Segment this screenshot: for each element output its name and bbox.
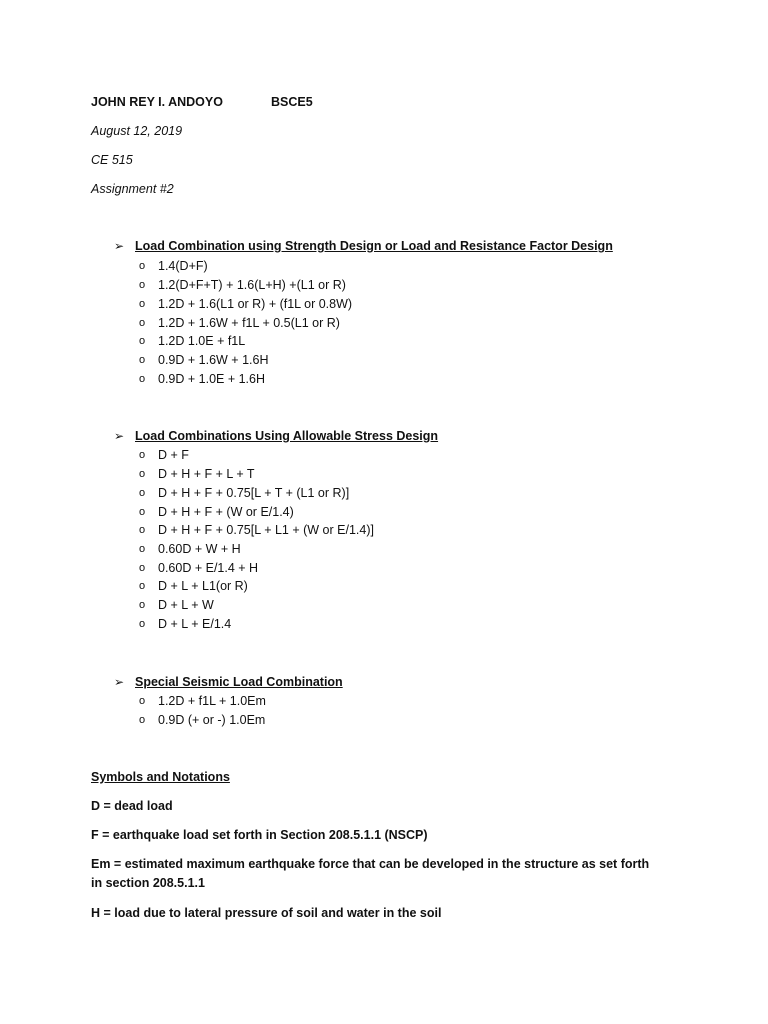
circle-bullet-icon: o: [139, 543, 146, 555]
list-item: 0.9D + 1.6W + 1.6H: [158, 353, 269, 367]
arrow-bullet-icon: ➢: [114, 429, 125, 443]
circle-bullet-icon: o: [139, 487, 146, 499]
subject-code: CE 515: [91, 153, 133, 167]
list-item: 1.2D + 1.6W + f1L + 0.5(L1 or R): [158, 316, 340, 330]
circle-bullet-icon: o: [139, 695, 146, 707]
list-item: D + L + E/1.4: [158, 617, 232, 631]
circle-bullet-icon: o: [139, 580, 146, 592]
circle-bullet-icon: o: [139, 279, 146, 291]
circle-bullet-icon: o: [139, 618, 146, 630]
circle-bullet-icon: o: [139, 524, 146, 536]
notations-title: Symbols and Notations: [91, 770, 230, 784]
circle-bullet-icon: o: [139, 260, 146, 272]
notation-entry: Em = estimated maximum earthquake force that can be developed in the structure as set forth in section 208.5.1.1: [91, 857, 650, 890]
list-item: D + L + L1(or R): [158, 579, 248, 593]
student-name: JOHN REY I. ANDOYO: [91, 95, 223, 109]
circle-bullet-icon: o: [139, 335, 146, 347]
list-item: D + H + F + 0.75[L + T + (L1 or R)]: [158, 486, 350, 500]
list-item: 1.2D 1.0E + f1L: [158, 334, 246, 348]
section-title: Load Combination using Strength Design or Load and Resistance Factor Design: [135, 239, 613, 253]
list-item: 0.9D (+ or -) 1.0Em: [158, 713, 266, 727]
circle-bullet-icon: o: [139, 354, 146, 366]
circle-bullet-icon: o: [139, 373, 146, 385]
list-item: D + L + W: [158, 598, 214, 612]
list-item: D + H + F + L + T: [158, 467, 255, 481]
circle-bullet-icon: o: [139, 317, 146, 329]
list-item: D + F: [158, 448, 189, 462]
list-item: 1.4(D+F): [158, 259, 208, 273]
circle-bullet-icon: o: [139, 714, 146, 726]
section-title: Load Combinations Using Allowable Stress Design: [135, 429, 439, 443]
list-item: 1.2D + 1.6(L1 or R) + (f1L or 0.8W): [158, 297, 353, 311]
circle-bullet-icon: o: [139, 562, 146, 574]
list-item: 0.60D + E/1.4 + H: [158, 561, 259, 575]
list-item: 0.60D + W + H: [158, 542, 241, 556]
notation-entry: H = load due to lateral pressure of soil and water in the soil: [91, 906, 442, 920]
circle-bullet-icon: o: [139, 506, 146, 518]
arrow-bullet-icon: ➢: [114, 675, 125, 689]
notation-entry: D = dead load: [91, 799, 173, 813]
document-date: August 12, 2019: [91, 124, 183, 138]
notation-entry: F = earthquake load set forth in Section 208.5.1.1 (NSCP): [91, 828, 428, 842]
section-title: Special Seismic Load Combination: [135, 675, 343, 689]
circle-bullet-icon: o: [139, 468, 146, 480]
student-course: BSCE5: [271, 95, 313, 109]
circle-bullet-icon: o: [139, 449, 146, 461]
circle-bullet-icon: o: [139, 298, 146, 310]
list-item: D + H + F + 0.75[L + L1 + (W or E/1.4)]: [158, 523, 374, 537]
list-item: 1.2D + f1L + 1.0Em: [158, 694, 266, 708]
arrow-bullet-icon: ➢: [114, 239, 125, 253]
list-item: D + H + F + (W or E/1.4): [158, 505, 294, 519]
list-item: 0.9D + 1.0E + 1.6H: [158, 372, 266, 386]
assignment-title: Assignment #2: [91, 182, 174, 196]
list-item: 1.2(D+F+T) + 1.6(L+H) +(L1 or R): [158, 278, 346, 292]
circle-bullet-icon: o: [139, 599, 146, 611]
